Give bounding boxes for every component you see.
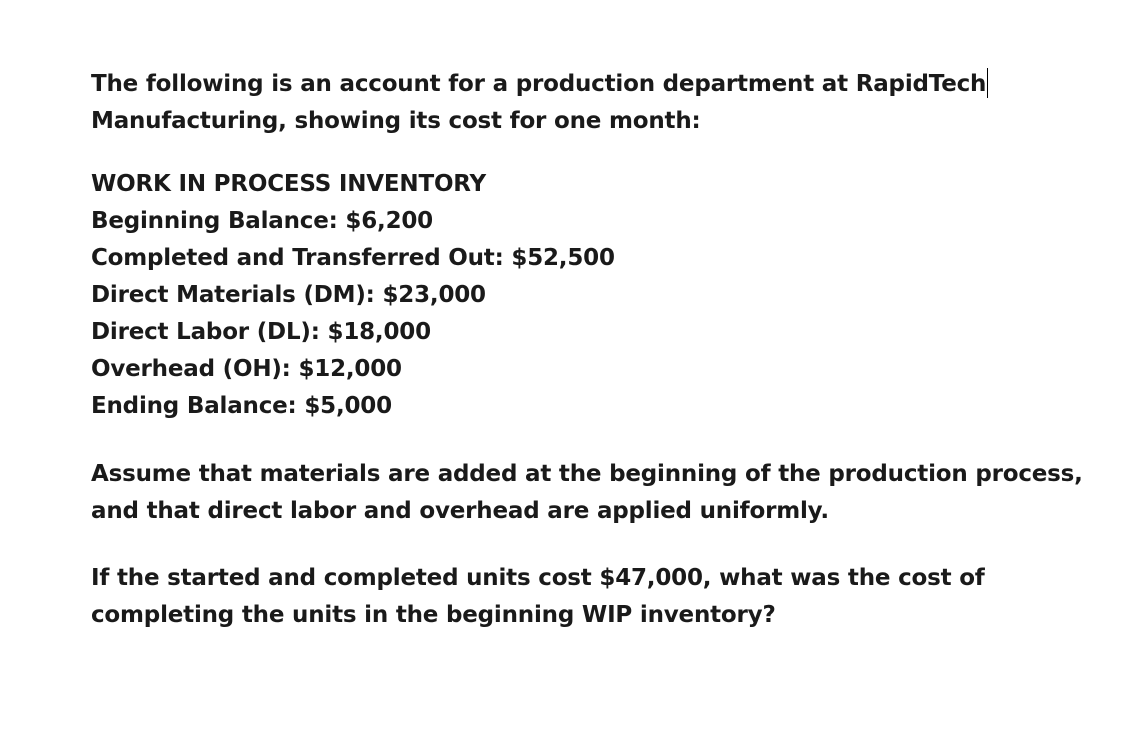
spacer (91, 425, 1091, 456)
account-item-overhead: Overhead (OH): $12,000 (91, 356, 402, 382)
account-item-beginning-balance: Beginning Balance: $6,200 (91, 208, 433, 234)
intro-line-1-text: The following is an account for a production department at RapidTech (91, 71, 987, 97)
intro-line-2: Manufacturing, showing its cost for one month: (91, 108, 701, 134)
text-cursor (987, 68, 988, 98)
account-item-direct-materials: Direct Materials (DM): $23,000 (91, 282, 486, 308)
account-item-transferred-out: Completed and Transferred Out: $52,500 (91, 245, 615, 271)
account-item-direct-labor: Direct Labor (DL): $18,000 (91, 319, 431, 345)
account-block (91, 166, 1091, 425)
question-line-2: completing the units in the beginning WIP inventory? (91, 602, 776, 628)
intro-line-1 (91, 66, 1091, 103)
assumption-line-1: Assume that materials are added at the beginning of the production process, (91, 461, 1083, 487)
question-paragraph (91, 560, 1091, 634)
account-title: WORK IN PROCESS INVENTORY (91, 171, 487, 197)
spacer (91, 530, 1091, 560)
intro-paragraph (91, 66, 1091, 140)
assumption-paragraph (91, 456, 1091, 530)
assumption-line-2: and that direct labor and overhead are applied uniformly. (91, 498, 829, 524)
question-line-1: If the started and completed units cost $47,000, what was the cost of (91, 565, 985, 591)
document-body (91, 66, 1091, 634)
spacer (91, 140, 1091, 166)
account-item-ending-balance: Ending Balance: $5,000 (91, 393, 392, 419)
